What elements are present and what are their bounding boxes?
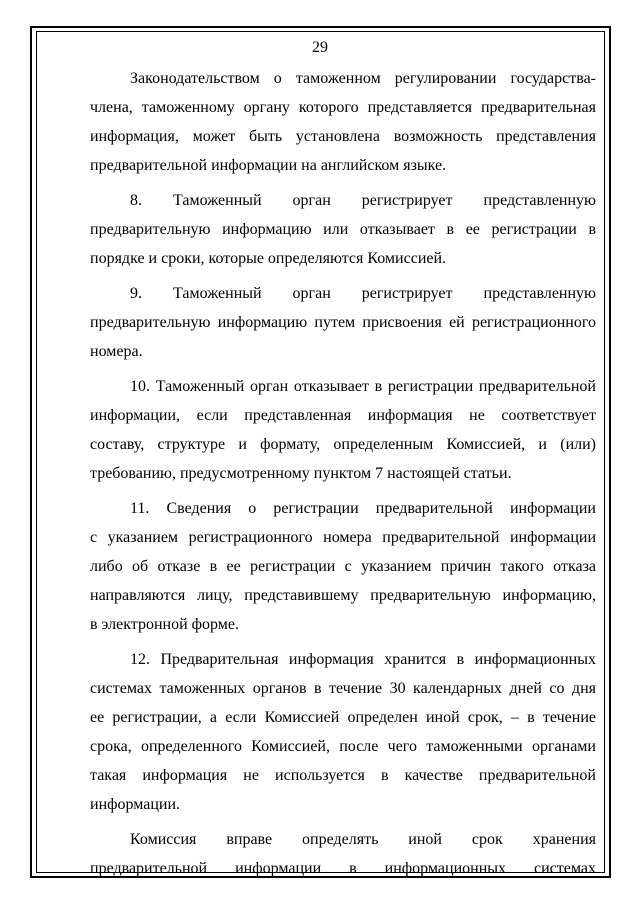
text-line: 9. Таможенный орган регистрирует представленную xyxy=(130,285,596,302)
text-line: такая информация не используется в качестве предварительной xyxy=(90,767,596,784)
paragraph-item-10 xyxy=(90,372,596,488)
text-line: составу, структуре и формату, определенным Комиссией, и (или) xyxy=(90,436,596,453)
paragraph-item-9 xyxy=(90,279,596,366)
text-line: предварительную информацию путем присвоения ей регистрационного xyxy=(90,314,596,331)
text-line: в электронной форме. xyxy=(90,616,240,633)
text-line: срока, определенного Комиссией, после чего таможенными органами xyxy=(90,738,596,755)
text-line: Комиссия вправе определять иной срок хранения xyxy=(130,831,596,848)
text-line: ее регистрации, а если Комиссией определен иной срок, – в течение xyxy=(90,709,596,726)
text-line: требованию, предусмотренному пунктом 7 настоящей статьи. xyxy=(90,465,512,482)
text-line: порядке и сроки, которые определяются Комиссией. xyxy=(90,250,447,267)
text-line: номера. xyxy=(90,343,143,360)
paragraph-item-12 xyxy=(90,645,596,819)
text-line: 8. Таможенный орган регистрирует представленную xyxy=(130,192,596,209)
paragraph-item-8 xyxy=(90,186,596,273)
text-line: системах таможенных органов в течение 30 календарных дней со дня xyxy=(90,680,596,697)
document-body xyxy=(90,64,596,883)
text-line: направляются лицу, представившему предварительную информацию, xyxy=(90,587,596,604)
paragraph-commission-storage xyxy=(90,825,596,883)
text-line: предварительной информации на английском языке. xyxy=(90,157,447,174)
text-line: информации, если представленная информация не соответствует xyxy=(90,407,596,424)
text-line: члена, таможенному органу которого представляется предварительная xyxy=(90,99,596,116)
text-line: либо об отказе в ее регистрации с указанием причин такого отказа xyxy=(90,558,596,575)
text-line: информации. xyxy=(90,796,181,813)
paragraph-item-11 xyxy=(90,494,596,639)
text-line: с указанием регистрационного номера предварительной информации xyxy=(90,529,596,546)
text-line: Законодательством о таможенном регулировании государства- xyxy=(130,70,596,87)
text-line: 10. Таможенный орган отказывает в регистрации предварительной xyxy=(130,378,596,395)
text-line: предварительной информации в информационных системах xyxy=(90,860,596,877)
text-line: 12. Предварительная информация хранится в информационных xyxy=(130,651,596,668)
page-number: 29 xyxy=(312,39,328,56)
text-line: предварительную информацию или отказывает в ее регистрации в xyxy=(90,221,596,238)
text-line: 11. Сведения о регистрации предварительной информации xyxy=(130,500,596,517)
paragraph-legislation xyxy=(90,64,596,180)
text-line: информация, может быть установлена возможность представления xyxy=(90,128,596,145)
